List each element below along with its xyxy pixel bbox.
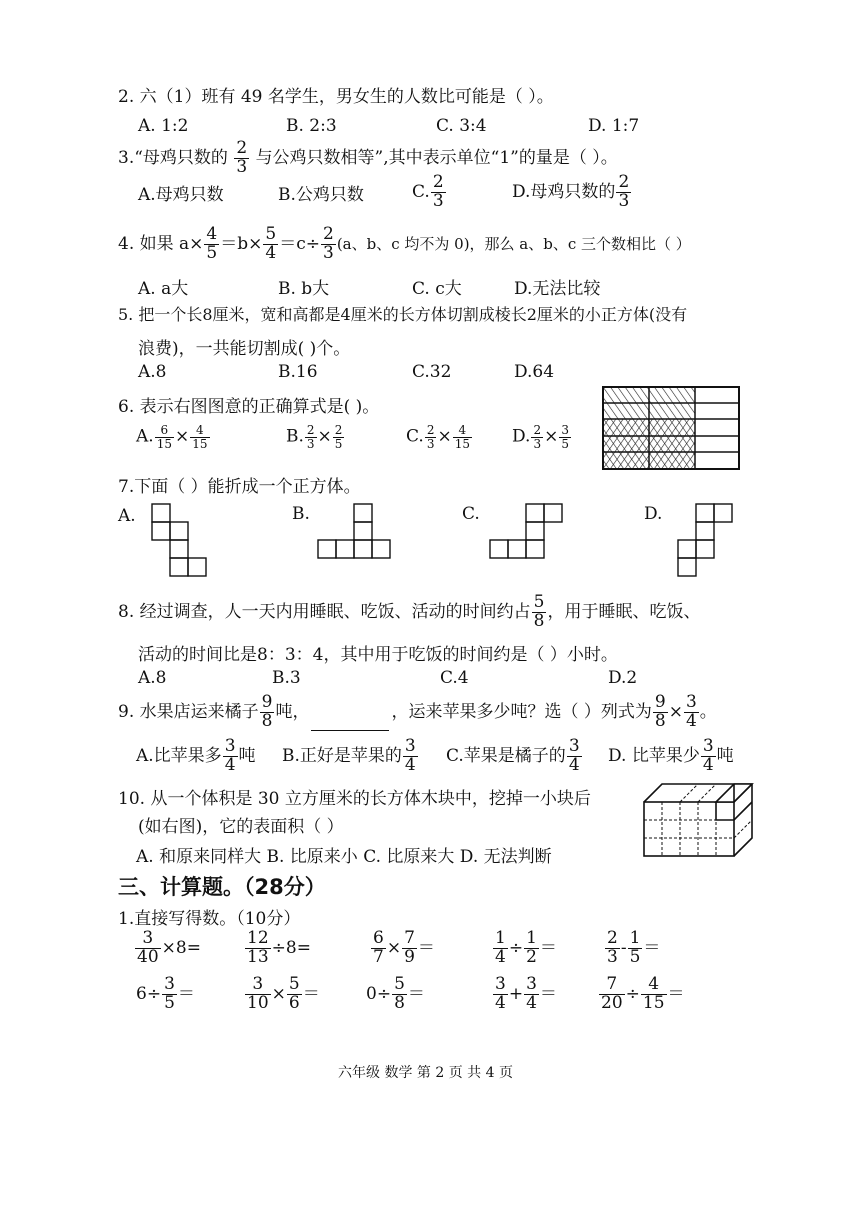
calc-item: $\frac{3}{4}$ + $\frac{3}{4}$ ＝ xyxy=(495,974,557,1013)
q7-net-b xyxy=(316,502,396,564)
q4-option-b: B. b大 xyxy=(278,279,330,299)
q2-stem: 2. 六（1）班有 49 名学生，男女生的人数比可能是（ ）。 xyxy=(118,87,554,107)
calc-item: $\frac{1}{4}$ ÷ $\frac{1}{2}$ ＝ xyxy=(495,928,557,967)
q6-option-b: B. $\frac{2}{3}$ × $\frac{2}{5}$ xyxy=(286,423,343,451)
q5-option-c: C.32 xyxy=(412,362,452,382)
q2-option-c: C. 3:4 xyxy=(436,116,487,136)
q3-option-b: B.公鸡只数 xyxy=(278,185,364,205)
q9-option-b: B.正好是苹果的 $\frac{3}{4}$ xyxy=(282,736,416,775)
q7-label-c: C. xyxy=(462,504,480,524)
q3-stem xyxy=(118,140,618,177)
q9-stem: 9. 水果店运来橘子 $\frac{9}{8}$ 吨， ，运来苹果多少吨？选（ ）列式为 $\frac{9}{8}$ × $\frac{3}{4}$ 。 xyxy=(118,692,717,731)
q5-option-a: A.8 xyxy=(138,362,167,382)
q8-stem-line1: 8. 经过调查，人一天内用睡眠、吃饭、活动的时间约占 $\frac{5}{8}$ ，用于睡眠、吃饭、 xyxy=(118,592,701,631)
q7-net-d xyxy=(676,502,746,582)
q5-stem-line1: 5. 把一个长8厘米，宽和高都是4厘米的长方体切割成棱长2厘米的小正方体(没有 xyxy=(118,305,688,324)
q8-option-d: D.2 xyxy=(608,668,638,688)
q5-option-b: B.16 xyxy=(278,362,318,382)
q7-label-a: A. xyxy=(118,506,136,526)
q7-stem: 7.下面（ ）能折成一个正方体。 xyxy=(118,477,361,497)
q6-option-a: A. $\frac{6}{15}$ × $\frac{4}{15}$ xyxy=(136,423,208,451)
calc-item: 6÷ $\frac{3}{5}$ ＝ xyxy=(136,974,195,1013)
q3-stem-b: 与公鸡只数相等”,其中表示单位“1”的量是（ ）。 xyxy=(255,147,618,168)
q6-fraction-figure xyxy=(602,386,742,470)
calc-item: $\frac{3}{40}$ ×8= xyxy=(137,928,201,967)
q8-option-a: A.8 xyxy=(138,668,167,688)
q7-label-d: D. xyxy=(644,504,663,524)
q5-stem-line2: 浪费)，一共能切割成( )个。 xyxy=(138,339,351,359)
q3-option-c: C. $\frac{2}{3}$ xyxy=(412,172,444,211)
q3-option-a: A.母鸡只数 xyxy=(138,185,224,205)
calc-item: $\frac{12}{13}$ ÷8= xyxy=(247,928,311,967)
page-footer: 六年级 数学 第 2 页 共 4 页 xyxy=(338,1065,513,1081)
calc-item: $\frac{2}{3}$ - $\frac{1}{5}$ ＝ xyxy=(607,928,661,967)
q4-option-a: A. a大 xyxy=(138,279,189,299)
q6-stem: 6. 表示右图图意的正确算式是( )。 xyxy=(118,397,380,417)
q8-stem-line2: 活动的时间比是8：3：4，其中用于吃饭的时间约是（ ）小时。 xyxy=(138,645,618,665)
section-3-sub: 1.直接写得数。（10分） xyxy=(118,909,301,929)
q6-option-d: D. $\frac{2}{3}$ × $\frac{3}{5}$ xyxy=(512,423,569,451)
q7-net-a xyxy=(150,502,210,582)
q2-option-d: D. 1:7 xyxy=(588,116,640,136)
section-3-title: 三、计算题。（28分） xyxy=(118,875,326,899)
q10-stem-line2: (如右图)，它的表面积（ ） xyxy=(138,817,344,837)
q8-option-b: B.3 xyxy=(272,668,301,688)
calc-item: $\frac{7}{20}$ ÷ $\frac{4}{15}$ ＝ xyxy=(601,974,685,1013)
q4-option-d: D.无法比较 xyxy=(514,279,601,299)
q5-option-d: D.64 xyxy=(514,362,555,382)
q8-option-c: C.4 xyxy=(440,668,469,688)
q2-option-a: A. 1:2 xyxy=(138,116,189,136)
q7-label-b: B. xyxy=(292,504,310,524)
q4-option-c: C. c大 xyxy=(412,279,462,299)
calc-item: $\frac{6}{7}$ × $\frac{7}{9}$ ＝ xyxy=(373,928,435,967)
q3-fraction: $\frac{2}{3}$ xyxy=(236,138,248,177)
q2-option-b: B. 2:3 xyxy=(286,116,337,136)
q10-stem-line1: 10. 从一个体积是 30 立方厘米的长方体木块中，挖掉一小块后 xyxy=(118,789,591,809)
q4-stem: 4. 如果 a× $\frac{4}{5}$ ＝b× $\frac{5}{4}$ ＝c÷ $\frac{2}{3}$ (a、b、c 均不为 0)，那么 a、b、c 三个数相比（ ） xyxy=(118,224,691,263)
q9-option-a: A.比苹果多 $\frac{3}{4}$ 吨 xyxy=(136,736,256,775)
calc-item: $\frac{3}{10}$ × $\frac{5}{6}$ ＝ xyxy=(247,974,320,1013)
q3-option-d: D.母鸡只数的 $\frac{2}{3}$ xyxy=(512,172,630,211)
q3-stem-a: 3.“母鸡只数的 xyxy=(118,147,228,168)
q9-answer-blank[interactable] xyxy=(311,712,389,731)
q6-option-c: C. $\frac{2}{3}$ × $\frac{4}{15}$ xyxy=(406,423,470,451)
q7-net-c xyxy=(488,502,568,564)
q10-options: A. 和原来同样大 B. 比原来小 C. 比原来大 D. 无法判断 xyxy=(136,847,552,867)
q9-option-d: D. 比苹果少 $\frac{3}{4}$ 吨 xyxy=(608,736,734,775)
q10-cuboid-figure xyxy=(640,780,756,860)
calc-item: 0÷ $\frac{5}{8}$ ＝ xyxy=(366,974,425,1013)
q9-option-c: C.苹果是橘子的 $\frac{3}{4}$ xyxy=(446,736,580,775)
